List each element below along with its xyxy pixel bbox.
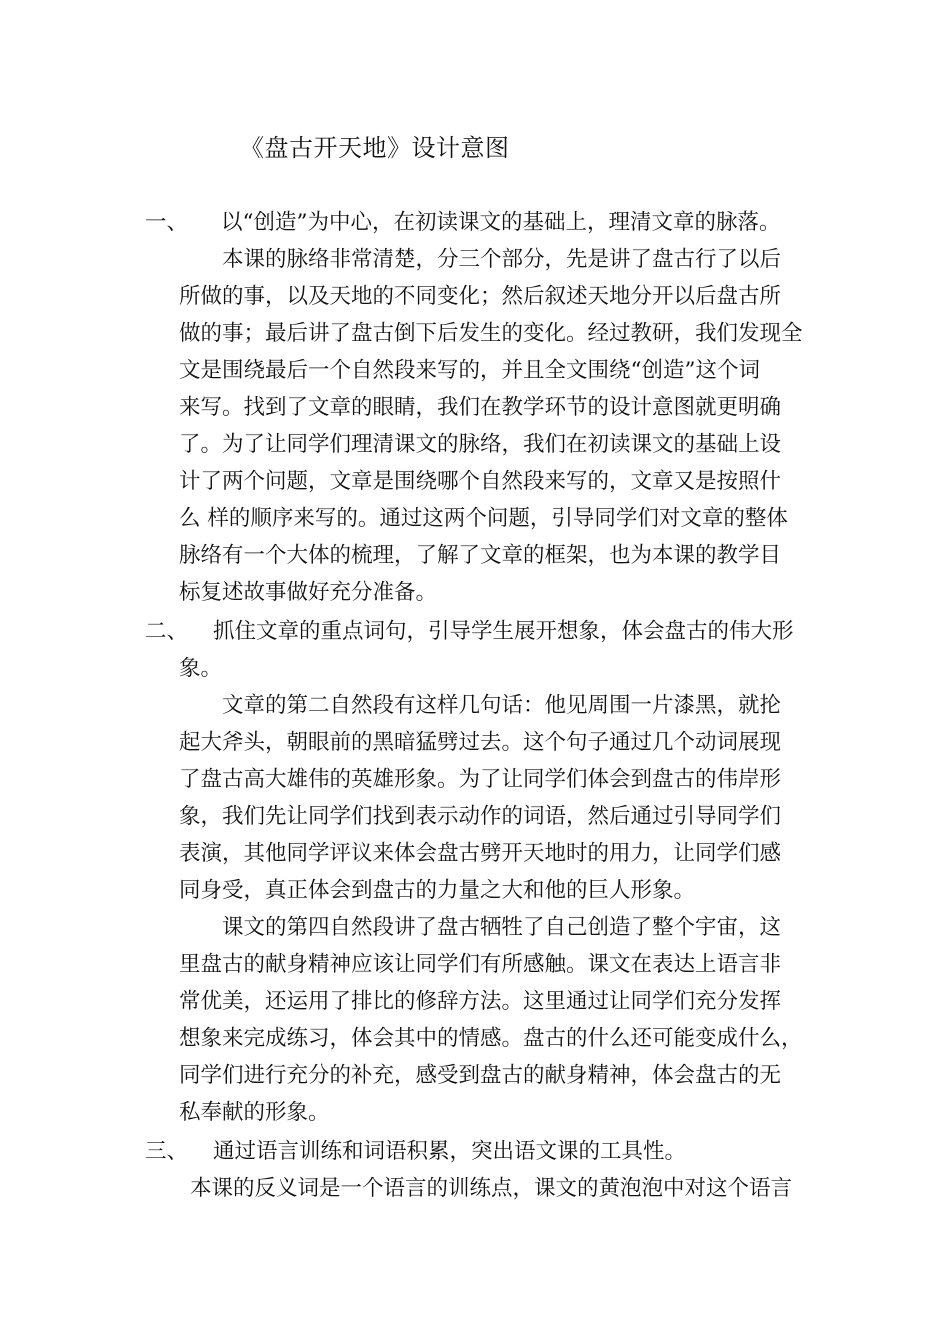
paragraph-line: 么 样的顺序来写的。通过这两个问题，引导同学们对文章的整体 (179, 506, 788, 531)
paragraph-line: 本课的反义词是一个语言的训练点，课文的黄泡泡中对这个语言 (190, 1176, 793, 1201)
section-2-heading-text: 抓住文章的重点词句，引导学生展开想象，体会盘古的伟大形 (213, 619, 794, 644)
paragraph-line: 所做的事，以及天地的不同变化；然后叙述天地分开以后盘古所 (179, 284, 782, 309)
paragraph-line: 做的事；最后讲了盘古倒下后发生的变化。经过教研，我们发现全 (179, 321, 803, 346)
paragraph-line: 私奉献的形象。 (179, 1100, 330, 1125)
paragraph-line: 了盘古高大雄伟的英雄形象。为了让同学们体会到盘古的伟岸形 (179, 767, 782, 792)
section-1-heading (145, 204, 781, 241)
section-3-number: 三、 (145, 1139, 189, 1164)
paragraph-line: 表演，其他同学评议来体会盘古劈开天地时的用力，让同学们感 (179, 841, 782, 866)
section-2-number: 二、 (145, 619, 189, 644)
paragraph-line: 来写。找到了文章的眼睛，我们在教学环节的设计意图就更明确 (179, 395, 782, 420)
section-1-heading-text: 以“创造”为中心，在初读课文的基础上，理清文章的脉落。 (221, 210, 781, 235)
section-2-heading-continuation: 象。 (179, 656, 223, 681)
paragraph-line: 里盘古的献身精神应该让同学们有所感触。课文在表达上语言非 (179, 952, 782, 977)
paragraph-line: 文是围绕最后一个自然段来写的，并且全文围绕“创造”这个词 (179, 358, 760, 383)
paragraph-line: 脉络有一个大体的梳理，了解了文章的框架，也为本课的教学目 (179, 543, 782, 568)
paragraph-line: 文章的第二自然段有这样几句话：他见周围一片漆黑，就抡 (222, 693, 782, 718)
paragraph-line: 本课的脉络非常清楚，分三个部分，先是讲了盘古行了以后 (222, 247, 782, 272)
paragraph-line: 同学们进行充分的补充，感受到盘古的献身精神，体会盘古的无 (179, 1063, 782, 1088)
paragraph-line: 象，我们先让同学们找到表示动作的词语，然后通过引导同学们 (179, 804, 782, 829)
paragraph-line: 计了两个问题，文章是围绕哪个自然段来写的，文章又是按照什 (179, 469, 782, 494)
paragraph-line: 同身受，真正体会到盘古的力量之大和他的巨人形象。 (179, 878, 696, 903)
paragraph-line: 课文的第四自然段讲了盘古牺牲了自己创造了整个宇宙，这 (222, 915, 782, 940)
section-3-heading (145, 1133, 686, 1170)
paragraph-line: 常优美，还运用了排比的修辞方法。这里通过让同学们充分发挥 (179, 989, 782, 1014)
section-1-number: 一、 (145, 210, 189, 235)
paragraph-line: 起大斧头，朝眼前的黑暗猛劈过去。这个句子通过几个动词展现 (179, 730, 782, 755)
document-title: 《盘古开天地》设计意图 (240, 134, 510, 162)
paragraph-line: 标复述故事做好充分准备。 (179, 580, 438, 605)
section-2-heading (145, 613, 794, 650)
section-3-heading-text: 通过语言训练和词语积累，突出语文课的工具性。 (213, 1139, 687, 1164)
paragraph-line: 想象来完成练习，体会其中的情感。盘古的什么还可能变成什么， (179, 1026, 803, 1051)
paragraph-line: 了。为了让同学们理清课文的脉络，我们在初读课文的基础上设 (179, 432, 782, 457)
